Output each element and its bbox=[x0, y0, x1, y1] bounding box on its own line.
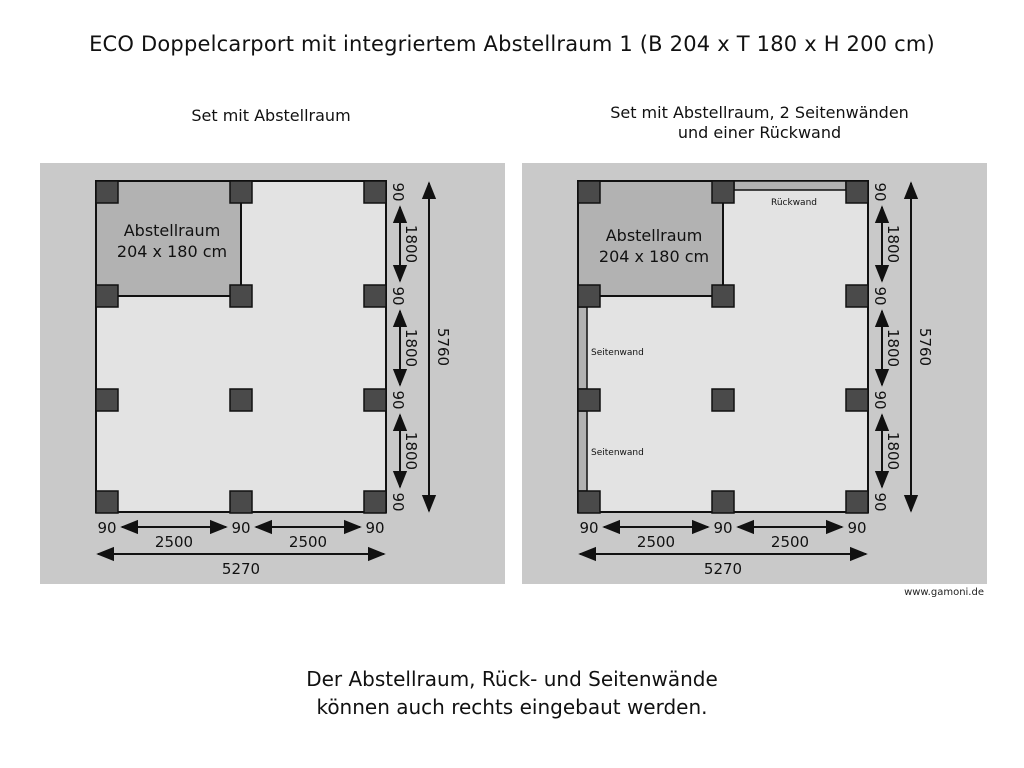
dim-span: 2500 bbox=[154, 533, 194, 551]
post bbox=[96, 389, 118, 411]
post bbox=[96, 491, 118, 513]
dim-total-depth: 5760 bbox=[916, 327, 934, 367]
post bbox=[364, 285, 386, 307]
dim-post: 90 bbox=[713, 519, 733, 537]
dim-span: 1800 bbox=[884, 224, 902, 264]
dim-post: 90 bbox=[365, 519, 385, 537]
side-wall-1 bbox=[578, 307, 587, 389]
dim-post: 90 bbox=[389, 390, 407, 410]
post bbox=[364, 389, 386, 411]
dim-span: 1800 bbox=[402, 431, 420, 471]
right-floor-plan bbox=[522, 163, 987, 584]
dim-post: 90 bbox=[871, 286, 889, 306]
post bbox=[846, 285, 868, 307]
post bbox=[364, 491, 386, 513]
back-wall-label: Rückwand bbox=[770, 198, 818, 208]
dim-post: 90 bbox=[871, 182, 889, 202]
post bbox=[230, 181, 252, 203]
post bbox=[712, 285, 734, 307]
post bbox=[96, 285, 118, 307]
dim-post: 90 bbox=[389, 182, 407, 202]
dim-span: 2500 bbox=[770, 533, 810, 551]
footer-line1: Der Abstellraum, Rück- und Seitenwände bbox=[306, 667, 718, 691]
post bbox=[846, 389, 868, 411]
right-room-size: 204 x 180 cm bbox=[598, 247, 710, 266]
post bbox=[230, 389, 252, 411]
post bbox=[578, 389, 600, 411]
post bbox=[712, 389, 734, 411]
post bbox=[846, 181, 868, 203]
dim-post: 90 bbox=[871, 390, 889, 410]
right-room-name: Abstellraum bbox=[605, 226, 703, 245]
right-subtitle-line2: und einer Rückwand bbox=[677, 123, 842, 142]
right-subtitle bbox=[522, 103, 997, 143]
post bbox=[230, 491, 252, 513]
dim-total-width: 5270 bbox=[703, 560, 743, 578]
dim-span: 1800 bbox=[884, 431, 902, 471]
side-wall-2 bbox=[578, 411, 587, 491]
left-subtitle: Set mit Abstellraum bbox=[191, 106, 351, 125]
side-wall-2-label: Seitenwand bbox=[591, 448, 644, 458]
side-wall-1-label: Seitenwand bbox=[591, 348, 644, 358]
back-wall bbox=[734, 181, 846, 190]
dim-span: 1800 bbox=[402, 224, 420, 264]
post bbox=[96, 181, 118, 203]
left-room-name: Abstellraum bbox=[123, 221, 221, 240]
dim-total-width: 5270 bbox=[221, 560, 261, 578]
dim-post: 90 bbox=[389, 286, 407, 306]
footer-note bbox=[0, 665, 1024, 721]
dim-total-depth: 5760 bbox=[434, 327, 452, 367]
right-subtitle-line1: Set mit Abstellraum, 2 Seitenwänden bbox=[610, 103, 909, 122]
dim-span: 2500 bbox=[288, 533, 328, 551]
post bbox=[578, 491, 600, 513]
post bbox=[578, 285, 600, 307]
dim-post: 90 bbox=[389, 492, 407, 512]
footer-line2: können auch rechts eingebaut werden. bbox=[316, 695, 708, 719]
post bbox=[230, 285, 252, 307]
dim-post: 90 bbox=[579, 519, 599, 537]
post bbox=[578, 181, 600, 203]
dim-span: 2500 bbox=[636, 533, 676, 551]
dim-post: 90 bbox=[231, 519, 251, 537]
dim-post: 90 bbox=[97, 519, 117, 537]
post bbox=[846, 491, 868, 513]
post bbox=[712, 491, 734, 513]
post bbox=[364, 181, 386, 203]
page-title: ECO Doppelcarport mit integriertem Abstellraum 1 (B 204 x T 180 x H 200 cm) bbox=[89, 32, 935, 56]
post bbox=[712, 181, 734, 203]
dim-post: 90 bbox=[871, 492, 889, 512]
left-floor-plan bbox=[40, 163, 505, 584]
credit-url: www.gamoni.de bbox=[904, 587, 984, 598]
dim-span: 1800 bbox=[402, 328, 420, 368]
dim-post: 90 bbox=[847, 519, 867, 537]
dim-span: 1800 bbox=[884, 328, 902, 368]
left-room-size: 204 x 180 cm bbox=[116, 242, 228, 261]
